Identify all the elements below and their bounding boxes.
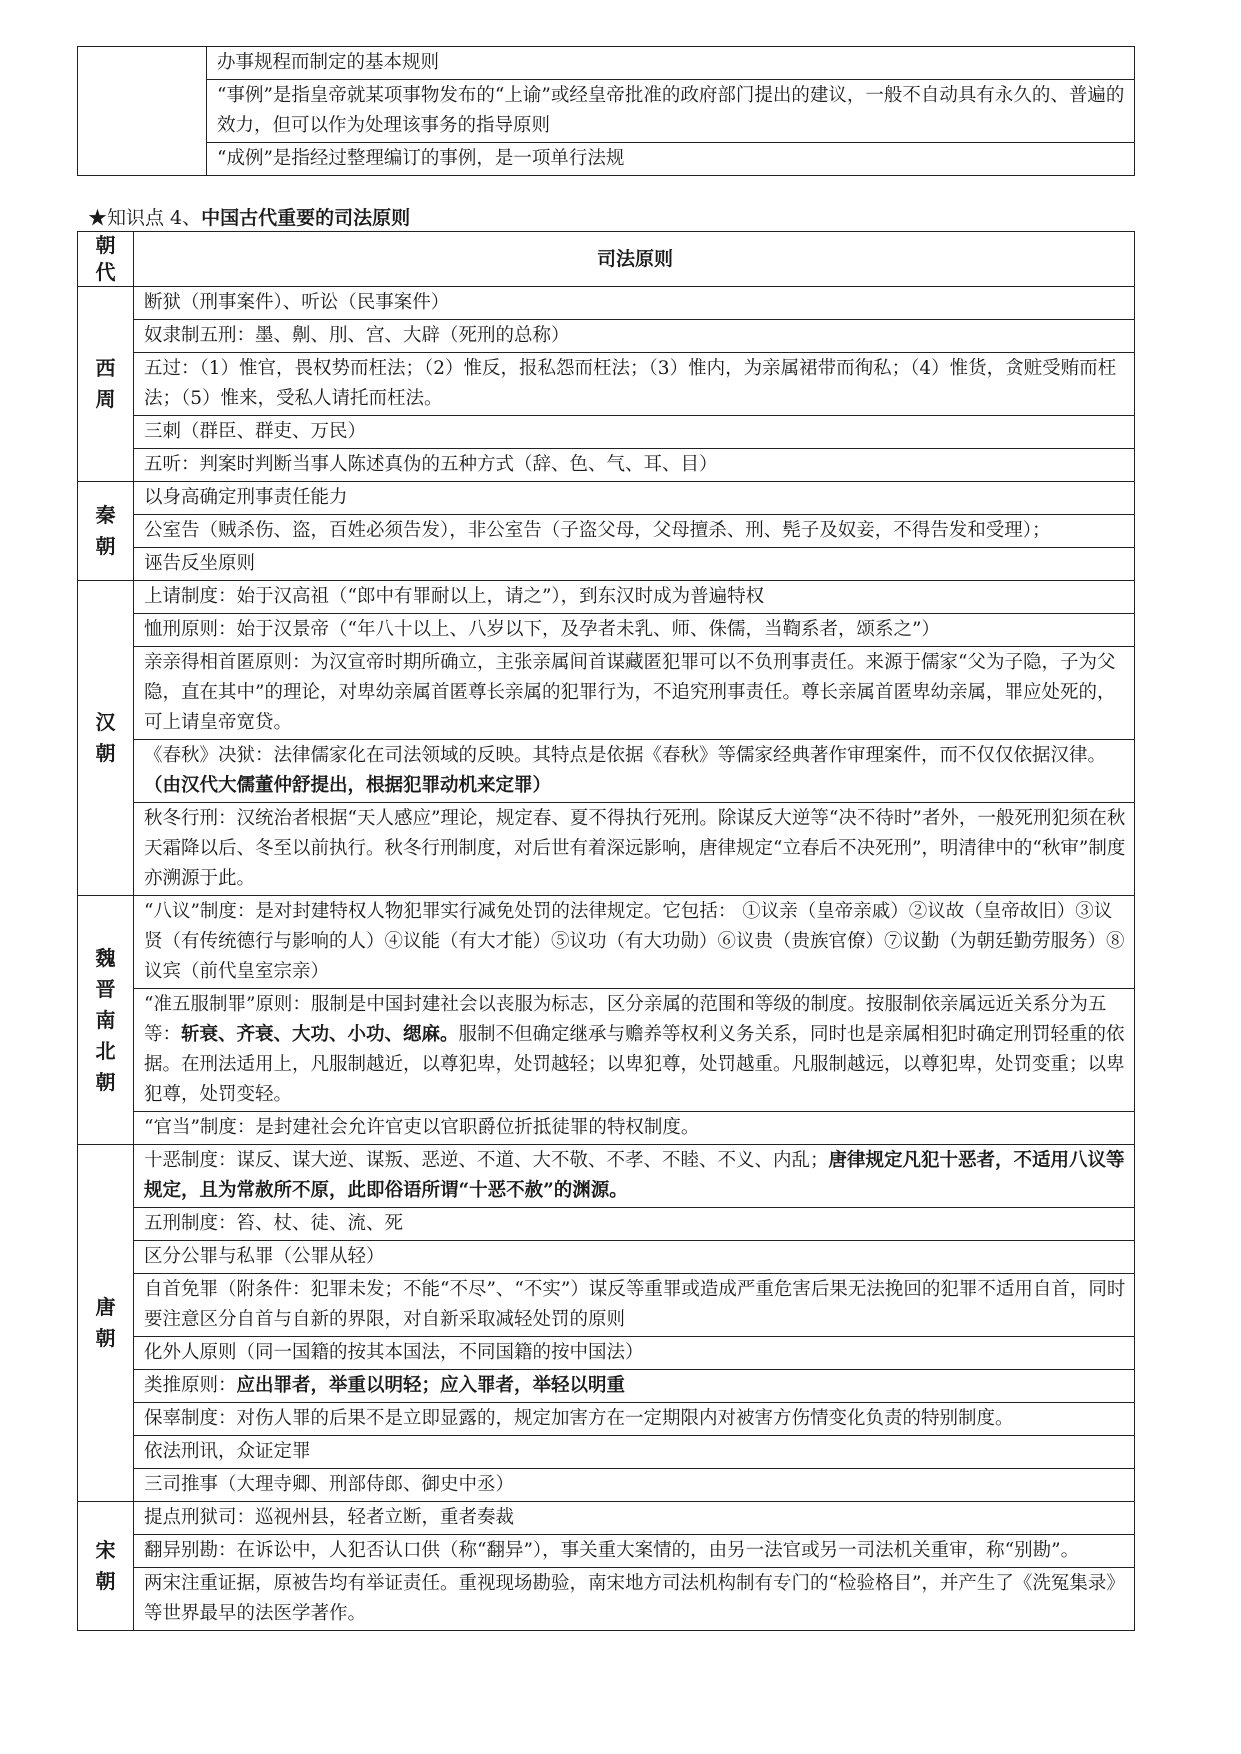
principle-text: “八议”制度：是对封建特权人物犯罪实行减免处罚的法律规定。它包括： ①议亲（皇帝亲戚）②议故（皇帝故旧）③议贤（有传统德行与影响的人）④议能（有大才能）⑤议功（有大功勋）⑥议贵（贵族官僚）⑦议勤（为朝廷勤劳服务）⑧议宾（前代皇室宗亲）	[144, 901, 1125, 982]
principle-cell	[134, 647, 1135, 740]
judicial-principles-table	[77, 231, 1135, 1631]
table-row	[78, 614, 1135, 647]
principle-text: 两宋注重证据，原被告均有举证责任。重视现场勘验，南宋地方司法机构制有专门的“检验格目”，并产生了《洗冤集录》等世界最早的法医学著作。	[144, 1573, 1125, 1624]
dynasty-label: 宋朝	[95, 1538, 116, 1593]
main-table-body	[78, 287, 1135, 1631]
dynasty-label: 汉朝	[95, 710, 116, 765]
table-row	[78, 1469, 1135, 1502]
principle-cell	[134, 1502, 1135, 1535]
principle-cell	[134, 1436, 1135, 1469]
principle-text: 《春秋》决狱：法律儒家化在司法领域的反映。其特点是依据《春秋》等儒家经典著作审理案件，而不仅仅依据汉律。	[144, 745, 1107, 766]
table-row	[78, 1241, 1135, 1274]
dynasty-cell	[78, 1502, 134, 1631]
top-table-body	[78, 47, 1135, 176]
principle-cell	[134, 1241, 1135, 1274]
principle-cell	[134, 1274, 1135, 1337]
table-row	[78, 803, 1135, 896]
principle-cell	[134, 1208, 1135, 1241]
principle-cell	[134, 740, 1135, 803]
principle-cell	[134, 989, 1135, 1112]
principle-cell	[134, 320, 1135, 353]
principle-header: 司法原则	[134, 232, 1135, 287]
top-table-row	[78, 47, 1135, 80]
table-row	[78, 1112, 1135, 1145]
principle-text: 十恶制度：谋反、谋大逆、谋叛、恶逆、不道、大不敬、不孝、不睦、不义、内乱；	[144, 1150, 829, 1171]
table-row	[78, 1208, 1135, 1241]
table-row	[78, 1436, 1135, 1469]
principle-cell	[134, 1568, 1135, 1631]
principle-cell	[134, 1370, 1135, 1403]
dynasty-label: 魏晋南北朝	[95, 945, 116, 1094]
principle-cell	[134, 1469, 1135, 1502]
table-header-row	[78, 232, 1135, 287]
principle-text: 类推原则：	[144, 1375, 237, 1396]
table-row	[78, 1568, 1135, 1631]
dynasty-header-text: 朝代	[95, 233, 116, 284]
top-table-cell: 办事规程而制定的基本规则	[207, 47, 1135, 80]
principle-text: 诬告反坐原则	[144, 553, 256, 574]
principle-cell	[134, 803, 1135, 896]
principle-text: 五过：（1）惟官，畏权势而枉法；（2）惟反，报私怨而枉法；（3）惟内，为亲属裙带而徇私；（4）惟货，贪赃受贿而枉法；（5）惟来，受私人请托而枉法。	[144, 358, 1117, 409]
dynasty-cell	[78, 896, 134, 1145]
table-row	[78, 1337, 1135, 1370]
dynasty-label: 秦朝	[95, 503, 116, 558]
table-row	[78, 740, 1135, 803]
principle-text-bold: 斩衰、齐衰、大功、小功、缌麻。	[181, 1024, 459, 1045]
top-table-cell: “成例”是指经过整理编订的事例，是一项单行法规	[207, 143, 1135, 176]
principle-text: 断狱（刑事案件）、听讼（民事案件）	[144, 292, 450, 313]
principle-cell	[134, 1112, 1135, 1145]
principle-text: 服制不但确定继承与赡养等权利义务关系，同时也是亲属相犯时确定刑罚轻重的依据。在刑法适用上，凡服制越近，以尊犯卑，处罚越轻；以卑犯尊，处罚越重。凡服制越远，以尊犯卑，处罚变重；以卑犯尊，处罚变轻。	[144, 1024, 1125, 1105]
principle-text: 三刺（群臣、群吏、万民）	[144, 421, 367, 442]
principle-text: 奴隶制五刑：墨、劓、刖、宫、大辟（死刑的总称）	[144, 325, 570, 346]
principle-cell	[134, 581, 1135, 614]
dynasty-header	[78, 232, 134, 287]
table-row	[78, 647, 1135, 740]
top-table-row	[78, 143, 1135, 176]
principle-text: 保辜制度：对伤人罪的后果不是立即显露的，规定加害方在一定期限内对被害方伤情变化负责的特别制度。	[144, 1408, 1014, 1429]
principle-text-bold: （由汉代大儒董仲舒提出，根据犯罪动机来定罪）	[144, 775, 552, 796]
top-table-cell: “事例”是指皇帝就某项事物发布的“上谕”或经皇帝批准的政府部门提出的建议，一般不自动具有永久的、普遍的效力，但可以作为处理该事务的指导原则	[207, 80, 1135, 143]
principle-text: 公室告（贼杀伤、盗，百姓必须告发），非公室告（子盗父母，父母擅杀、刑、髡子及奴妾，不得告发和受理）；	[144, 520, 1051, 541]
principle-text: 自首免罪（附条件：犯罪未发；不能“不尽”、“不实”）谋反等重罪或造成严重危害后果无法挽回的犯罪不适用自首，同时要注意区分自首与自新的界限，对自新采取减轻处罚的原则	[144, 1279, 1126, 1330]
top-continuation-table	[77, 46, 1135, 176]
table-row	[78, 581, 1135, 614]
table-row	[78, 1274, 1135, 1337]
principle-text: 化外人原则（同一国籍的按其本国法，不同国籍的按中国法）	[144, 1342, 644, 1363]
dynasty-cell	[78, 581, 134, 896]
section-title-prefix: ★知识点 4、	[88, 207, 202, 229]
principle-cell	[134, 515, 1135, 548]
table-row	[78, 548, 1135, 581]
dynasty-label: 西周	[95, 356, 116, 411]
principle-text: 上请制度：始于汉高祖（“郎中有罪耐以上，请之”），到东汉时成为普遍特权	[144, 586, 765, 607]
dynasty-cell	[78, 482, 134, 581]
table-row	[78, 1403, 1135, 1436]
table-row	[78, 353, 1135, 416]
principle-cell	[134, 614, 1135, 647]
section-title-text: 中国古代重要的司法原则	[201, 207, 411, 229]
dynasty-cell	[78, 1145, 134, 1502]
table-row	[78, 896, 1135, 989]
principle-text: 区分公罪与私罪（公罪从轻）	[144, 1246, 385, 1267]
table-row	[78, 1145, 1135, 1208]
table-row	[78, 1370, 1135, 1403]
table-row	[78, 449, 1135, 482]
table-row	[78, 416, 1135, 449]
principle-text: 五听：判案时判断当事人陈述真伪的五种方式（辞、色、气、耳、目）	[144, 454, 718, 475]
principle-text-bold: 应出罪者，举重以明轻；应入罪者，举轻以明重	[236, 1375, 626, 1396]
principle-cell	[134, 1535, 1135, 1568]
principle-text-bold: 唐律规定凡犯十恶者，不适用八议等规定，且为常赦所不原，此即俗语所谓“十恶不赦”的渊源。	[144, 1150, 1125, 1201]
principle-cell	[134, 1403, 1135, 1436]
principle-text: 翻异别勘：在诉讼中，人犯否认口供（称“翻异”），事关重大案情的，由另一法官或另一司法机关重审，称“别勘”。	[144, 1540, 1080, 1561]
table-row	[78, 482, 1135, 515]
principle-cell	[134, 449, 1135, 482]
principle-text: 秋冬行刑：汉统治者根据“天人感应”理论，规定春、夏不得执行死刑。除谋反大逆等“决不待时”者外，一般死刑犯须在秋天霜降以后、冬至以前执行。秋冬行刑制度，对后世有着深远影响，唐律规定“立春后不决死刑”，明清律中的“秋审”制度亦溯源于此。	[144, 808, 1126, 889]
table-row	[78, 320, 1135, 353]
principle-cell	[134, 353, 1135, 416]
principle-text: “准五服制罪”原则：服制是中国封建社会以丧服为标志，区分亲属的范围和等级的制度。按服制依亲属远近关系分为五等：	[144, 994, 1107, 1045]
principle-text: 亲亲得相首匿原则：为汉宣帝时期所确立，主张亲属间首谋藏匿犯罪可以不负刑事责任。来源于儒家“父为子隐，子为父隐，直在其中”的理论，对卑幼亲属首匿尊长亲属的犯罪行为，不追究刑事责任。尊长亲属首匿卑幼亲属，罪应处死的，可上请皇帝宽贷。	[144, 652, 1116, 733]
principle-cell	[134, 482, 1135, 515]
table-row	[78, 1502, 1135, 1535]
principle-text: 恤刑原则：始于汉景帝（“年八十以上、八岁以下，及孕者未乳、师、侏儒，当鞫系者，颂系之”）	[144, 619, 940, 640]
principle-text: 以身高确定刑事责任能力	[144, 487, 348, 508]
principle-text: 五刑制度：笞、杖、徒、流、死	[144, 1213, 404, 1234]
principle-cell	[134, 1145, 1135, 1208]
dynasty-cell	[78, 287, 134, 482]
section-title	[88, 206, 410, 230]
table-row	[78, 1535, 1135, 1568]
table-row	[78, 989, 1135, 1112]
table-row	[78, 515, 1135, 548]
principle-cell	[134, 896, 1135, 989]
principle-text: “官当”制度：是封建社会允许官吏以官职爵位折抵徒罪的特权制度。	[144, 1117, 700, 1138]
table-row	[78, 287, 1135, 320]
top-table-left-cell	[78, 47, 207, 176]
top-table-row	[78, 80, 1135, 143]
principle-text: 三司推事（大理寺卿、刑部侍郎、御史中丞）	[144, 1474, 515, 1495]
principle-cell	[134, 548, 1135, 581]
principle-cell	[134, 287, 1135, 320]
principle-cell	[134, 1337, 1135, 1370]
principle-text: 依法刑讯，众证定罪	[144, 1441, 311, 1462]
principle-cell	[134, 416, 1135, 449]
dynasty-label: 唐朝	[95, 1295, 116, 1350]
principle-text: 提点刑狱司：巡视州县，轻者立断，重者奏裁	[144, 1507, 515, 1528]
